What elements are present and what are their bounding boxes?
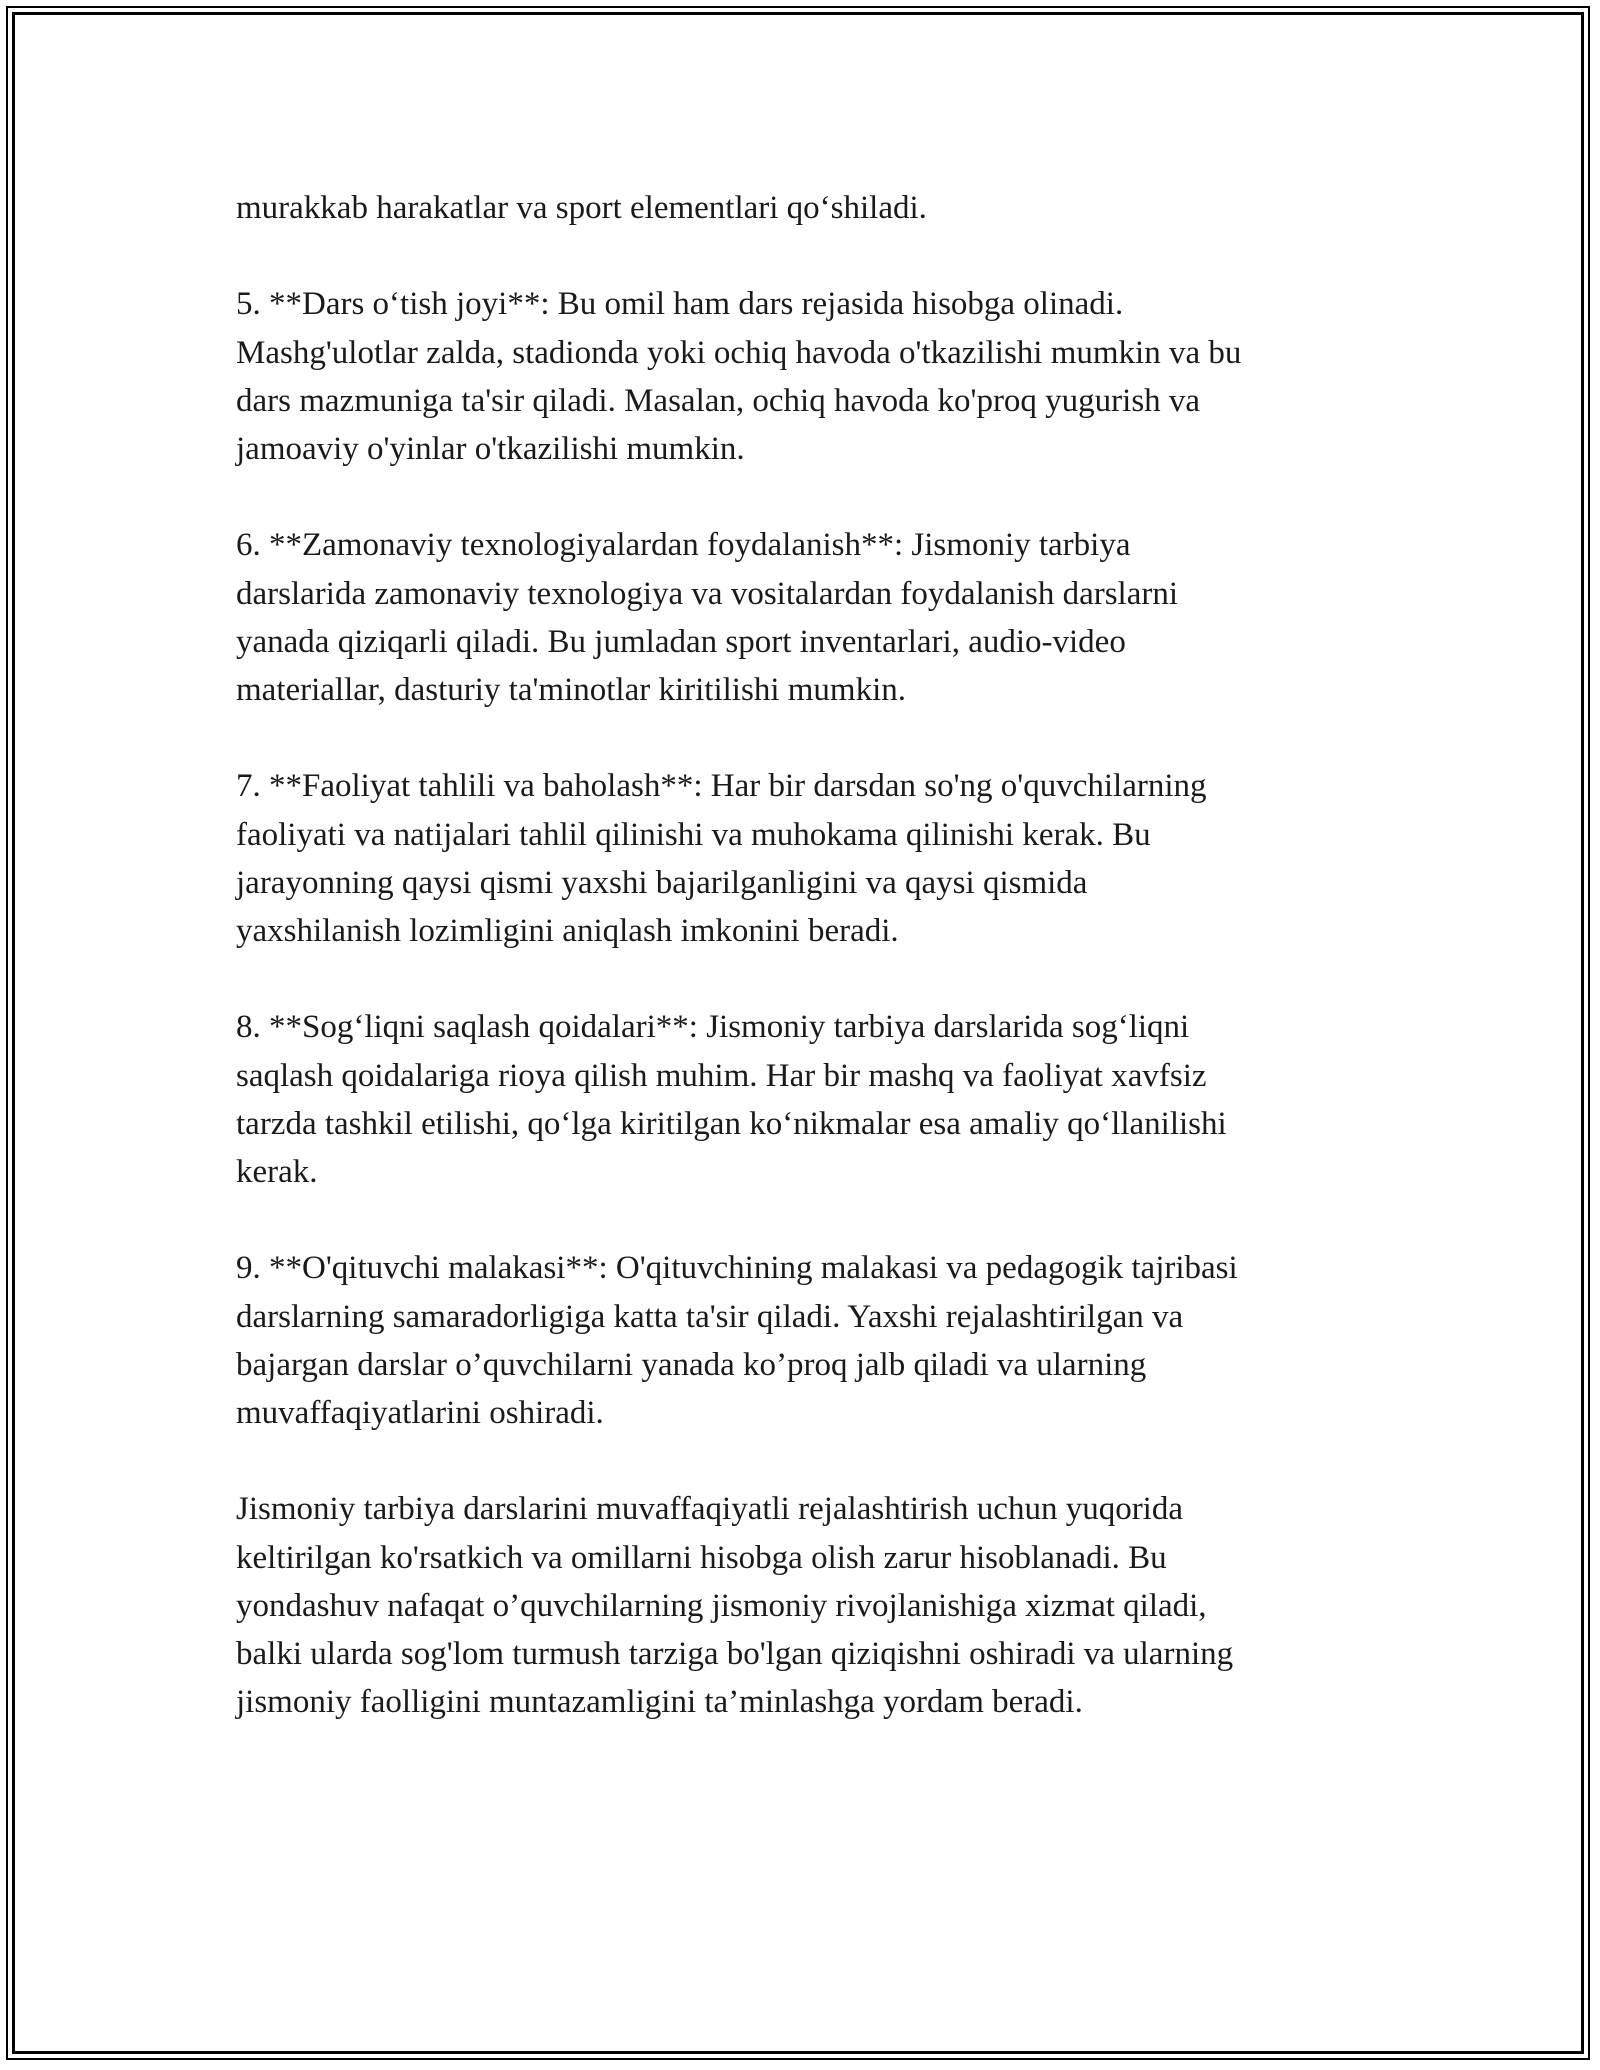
- paragraph-item-7: 7. **Faoliyat tahlili va baholash**: Har bir darsdan so'ng o'quvchilarning faoliyati va natijalari tahlil qilinishi va muhokama qilinishi kerak. Bu jarayonning qaysi qismi yaxshi bajarilganligini va qaysi qismida yaxshilanish lozimligini aniqlash imkonini beradi.: [236, 768, 1207, 949]
- paragraph-conclusion: Jismoniy tarbiya darslarini muvaffaqiyatli rejalashtirish uchun yuqorida keltirilgan ko'rsatkich va omillarni hisobga olish zarur hisoblanadi. Bu yondashuv nafaqat o’quvchilarning jismoniy rivojlanishiga xizmat qiladi, balki ularda sog'lom turmush tarziga bo'lgan qiziqishni oshiradi va ularning jismoniy faolligini muntazamligini ta’minlashga yordam beradi.: [236, 1491, 1234, 1721]
- paragraph-item-9: 9. **O'qituvchi malakasi**: O'qituvchining malakasi va pedagogik tajribasi darslarning samaradorligiga katta ta'sir qiladi. Yaxshi rejalashtirilgan va bajargan darslar o’quvchilarni yanada ko’proq jalb qiladi va ularning muvaffaqiyatlarini oshiradi.: [236, 1250, 1238, 1431]
- paragraph-continuation: murakkab harakatlar va sport elementlari qo‘shiladi.: [236, 190, 927, 226]
- paragraph-item-5: 5. **Dars o‘tish joyi**: Bu omil ham dars rejasida hisobga olinadi. Mashg'ulotlar zalda, stadionda yoki ochiq havoda o'tkazilishi mumkin va bu dars mazmuniga ta'sir qiladi. Masalan, ochiq havoda ko'proq yugurish va jamoaviy o'yinlar o'tkazilishi mumkin.: [236, 286, 1242, 467]
- paragraph-item-6: 6. **Zamonaviy texnologiyalardan foydalanish**: Jismoniy tarbiya darslarida zamonaviy texnologiya va vositalardan foydalanish darslarni yanada qiziqarli qiladi. Bu jumladan sport inventarlari, audio-video materiallar, dasturiy ta'minotlar kiritilishi mumkin.: [236, 527, 1179, 708]
- paragraph-item-8: 8. **Sog‘liqni saqlash qoidalari**: Jismoniy tarbiya darslarida sog‘liqni saqlash qoidalariga rioya qilish muhim. Har bir mashq va faoliyat xavfsiz tarzda tashkil etilishi, qo‘lga kiritilgan ko‘nikmalar esa amaliy qo‘llanilishi kerak.: [236, 1009, 1227, 1190]
- document-body: [236, 184, 1366, 1775]
